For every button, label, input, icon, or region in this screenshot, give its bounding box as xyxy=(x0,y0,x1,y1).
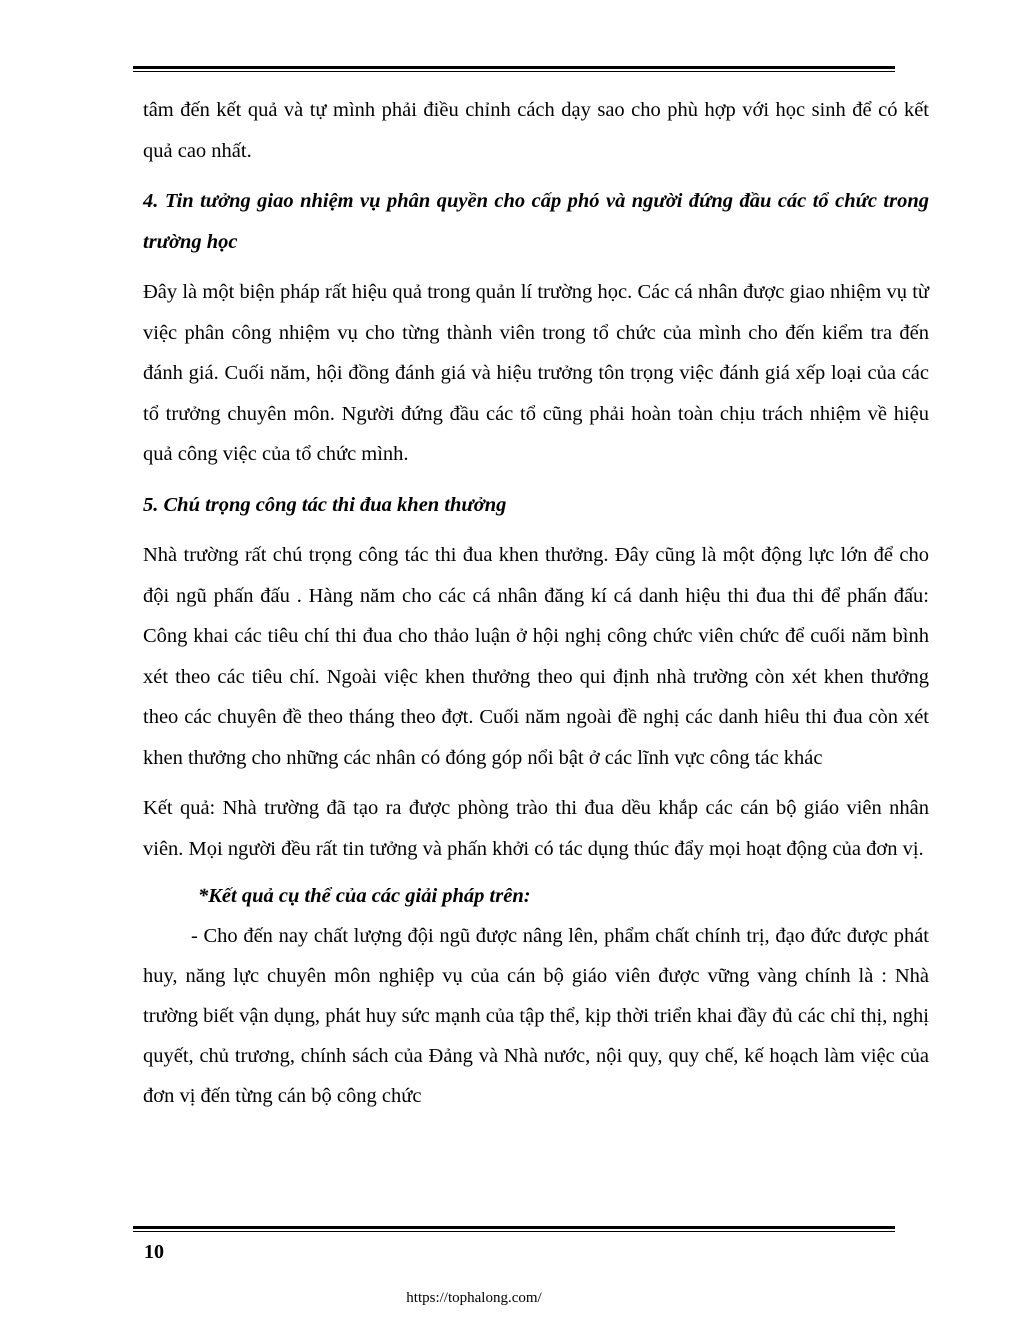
footer-rule xyxy=(133,1226,895,1232)
paragraph-section-5: Nhà trường rất chú trọng công tác thi đua khen thưởng. Đây cũng là một động lực lớn để cho đội ngũ phấn đấu . Hàng năm cho các cá nhân đăng kí cá danh hiệu thi đua thi để phấn đấu: Công khai các tiêu chí thi đua cho thảo luận ở hội nghị công chức viên chức để cuối năm bình xét theo các tiêu chí. Ngoài việc khen thưởng theo qui định nhà trường còn xét khen thưởng theo các chuyên đề theo tháng theo đợt. Cuối năm ngoài đề nghị các danh hiêu thi đua còn xét khen thưởng cho những các nhân có đóng góp nổi bật ở các lĩnh vực công tác khác xyxy=(143,544,929,769)
section-heading-4: 4. Tin tưởng giao nhiệm vụ phân quyền cho cấp phó và người đứng đầu các tổ chức trong trường học xyxy=(143,190,929,253)
footer-url[interactable]: https://tophalong.com/ xyxy=(406,1290,542,1306)
paragraph-result: Kết quả: Nhà trường đã tạo ra được phòng trào thi đua dều khắp các cán bộ giáo viên nhân viên. Mọi người đều rất tin tưởng và phấn khởi có tác dụng thúc đẩy mọi hoạt động của đơn vị. xyxy=(143,797,929,860)
paragraph-intro: tâm đến kết quả và tự mình phải điều chỉnh cách dạy sao cho phù hợp với học sinh để có kết quả cao nhất. xyxy=(143,99,929,162)
header-rule xyxy=(133,66,895,72)
bullet-paragraph: - Cho đến nay chất lượng đội ngũ được nâng lên, phẩm chất chính trị, đạo đức được phát huy, năng lực chuyên môn nghiệp vụ của cán bộ giáo viên được vững vàng chính là : Nhà trường biết vận dụng, phát huy sức mạnh của tập thể, kịp thời triển khai đầy đủ các chỉ thị, nghị quyết, chủ trương, chính sách của Đảng và Nhà nước, nội quy, quy chế, kế hoạch làm việc của đơn vị đến từng cán bộ công chức xyxy=(143,925,929,1107)
page-number: 10 xyxy=(144,1241,164,1263)
paragraph-section-4: Đây là một biện pháp rất hiệu quả trong quản lí trường học. Các cá nhân được giao nhiệm vụ từ việc phân công nhiệm vụ cho từng thành viên trong tổ chức của mình cho đến kiểm tra đến đánh giá. Cuối năm, hội đồng đánh giá và hiệu trưởng tôn trọng việc đánh giá xếp loại của các tổ trưởng chuyên môn. Người đứng đầu các tổ cũng phải hoàn toàn chịu trách nhiệm về hiệu quả công việc của tổ chức mình. xyxy=(143,281,929,465)
document-body xyxy=(143,90,929,1116)
section-heading-5: 5. Chú trọng công tác thi đua khen thưởng xyxy=(143,493,507,516)
subheading-results: *Kết quả cụ thể của các giải pháp trên: xyxy=(198,885,531,907)
